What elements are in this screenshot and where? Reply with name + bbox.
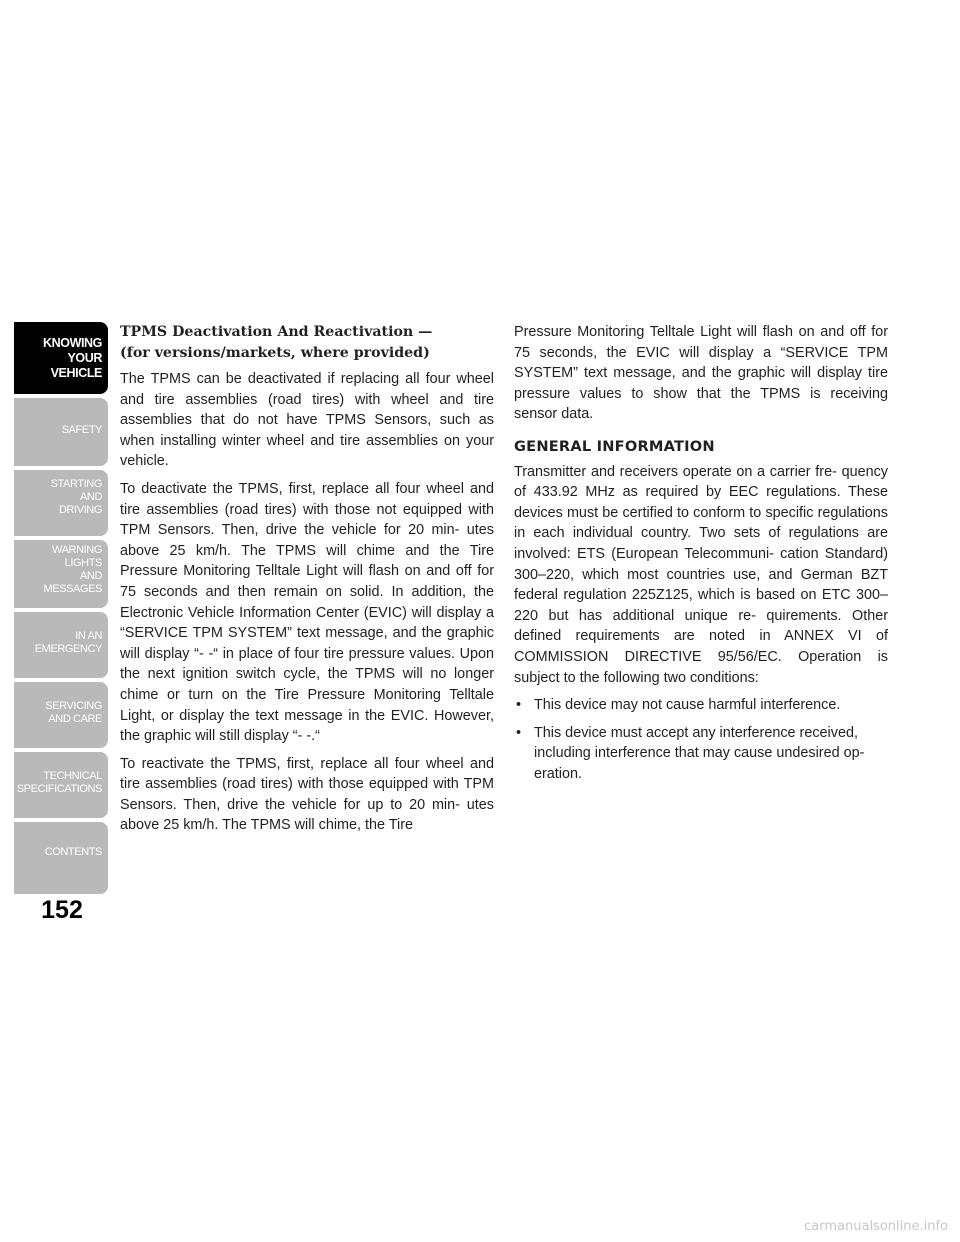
tab-label: SAFETY bbox=[61, 424, 102, 436]
paragraph: To reactivate the TPMS, first, replace all four wheel and tire assemblies (road tires) with those equipped with TPM Sensors. Then, drive the vehicle for up to 20 min- utes above 25 km/h. The TPMS will chime, the Tire bbox=[120, 755, 494, 834]
paragraph: To deactivate the TPMS, first, replace all four wheel and tire assemblies (road tires) with those not equipped with TPM Sensors. Then, drive the vehicle for 20 min- utes above 25 km/h. The TPMS will chime and the Tire Pressure Monitoring Telltale Light will flash on and off for 75 seconds and then remain on solid. In addition, the Electronic Vehicle Information Center (EVIC) will display a “SERVICE TPM SYSTEM” text message, and the graphic will display “- -“ in place of four tire pressure values. Upon the next ignition switch cycle, the TPMS will no longer chime or turn on the Tire Pressure Monitoring Telltale Light, or display the text message in the EVIC. However, the graphic will still display “- -.“ bbox=[120, 480, 494, 745]
list-item: • This device must accept any interference received, including interference that may cause undesired op- eration. bbox=[514, 723, 888, 785]
paragraph: The TPMS can be deactivated if replacing all four wheel and tire assemblies (road tires) with wheel and tire assemblies that do not have TPMS Sensors, such as when installing winter wheel and tire assemblies on your vehicle. bbox=[120, 371, 494, 470]
paragraph: Pressure Monitoring Telltale Light will flash on and off for 75 seconds, the EVIC will display a “SERVICE TPM SYSTEM” text message, and the graphic will display tire pressure values to show that the TPMS is receiving sensor data. bbox=[514, 324, 888, 423]
tab-label: IN AN EMERGENCY bbox=[34, 630, 102, 655]
left-column bbox=[120, 322, 494, 843]
tab-starting-and-driving[interactable] bbox=[14, 470, 108, 536]
right-column bbox=[514, 322, 888, 791]
tab-label: WARNING LIGHTS AND MESSAGES bbox=[43, 544, 102, 595]
tab-contents[interactable] bbox=[14, 822, 108, 894]
list-item: • This device may not cause harmful interference. bbox=[514, 695, 888, 716]
page-number: 152 bbox=[41, 896, 83, 924]
tab-servicing-and-care[interactable] bbox=[14, 682, 108, 748]
tab-label: STARTING AND DRIVING bbox=[50, 478, 102, 516]
section-heading bbox=[120, 322, 494, 363]
tab-technical-specifications[interactable] bbox=[14, 752, 108, 818]
heading-line: (for versions/markets, where provided) bbox=[120, 344, 430, 361]
tab-label: KNOWING YOUR VEHICLE bbox=[43, 336, 102, 380]
tab-in-an-emergency[interactable] bbox=[14, 612, 108, 678]
paragraph: Transmitter and receivers operate on a carrier fre- quency of 433.92 MHz as required by EEC regulations. These devices must be certified to conform to specific regulations in each individual country. Two sets of regulations are involved: ETS (European Telecommuni- cation Standard) 300–220, which most countries use, and German BZT federal regulation 225Z125, which is based on ETC 300–220 but has additional unique re- quirements. Other defined requirements are noted in ANNEX VI of COMMISSION DIRECTIVE 95/56/EC. Operation is subject to the following two conditions: bbox=[514, 463, 888, 686]
section-heading: GENERAL INFORMATION bbox=[514, 437, 715, 455]
tab-warning-lights-and-messages[interactable] bbox=[14, 540, 108, 608]
bullet-list bbox=[514, 695, 888, 784]
tab-label: SERVICING AND CARE bbox=[45, 700, 102, 725]
tab-label: CONTENTS bbox=[44, 846, 102, 858]
watermark: carmanualsonline.info bbox=[804, 1219, 948, 1234]
tab-label: TECHNICAL SPECIFICATIONS bbox=[16, 770, 102, 795]
tab-knowing-your-vehicle[interactable] bbox=[14, 322, 108, 394]
heading-line: TPMS Deactivation And Reactivation — bbox=[120, 324, 433, 340]
tab-safety[interactable] bbox=[14, 398, 108, 466]
